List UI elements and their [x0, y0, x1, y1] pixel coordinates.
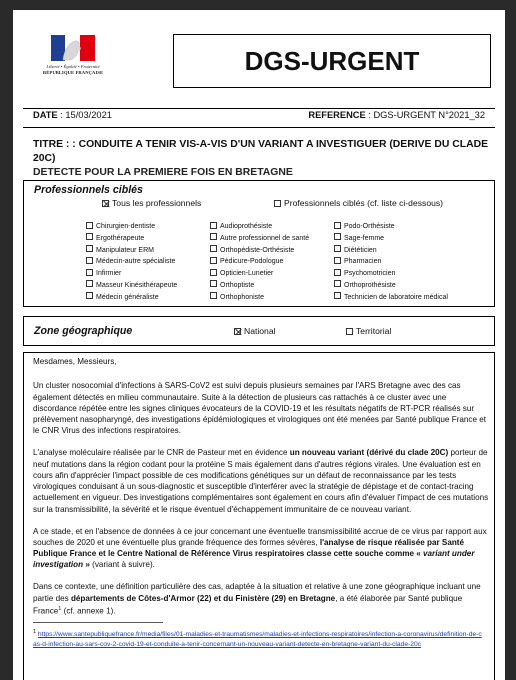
profession-item[interactable]	[86, 233, 177, 245]
checkbox-checked-icon[interactable]	[234, 328, 241, 335]
professions-column-3	[334, 221, 448, 304]
date	[33, 110, 112, 120]
checkbox-icon[interactable]	[334, 222, 341, 229]
reference	[308, 110, 485, 120]
profession-item[interactable]	[210, 268, 309, 280]
footnote-link[interactable]: https://www.santepubliquefrance.fr/media/files/01-maladies-et-traumatismes/maladies-et-infections-respiratoires/infection-a-coronavirus/definition-de-cas-d-infection-au-sars-cov-2-covid-19-et-conduite-a-tenir-concernant-un-nouveau-variant-detecte-en-bretagne-variant-du-clade-20c	[33, 631, 482, 649]
marianne-text	[23, 64, 123, 76]
text-run: L'analyse moléculaire réalisée par le CNR de Pasteur met en évidence	[33, 448, 290, 458]
profession-item[interactable]	[334, 280, 448, 292]
text-run: Dans ce contexte, une définition particulière des cas, adaptée à la situation et relative à une zone géographique incluant une partie des	[33, 582, 481, 603]
profession-label: Opticien-Lunetier	[220, 270, 274, 278]
professions-column-2	[210, 221, 309, 304]
profession-label: Orthophoniste	[220, 293, 264, 301]
checkbox-checked-icon[interactable]	[102, 200, 109, 207]
zone-national-option[interactable]	[234, 326, 276, 336]
reference-value: : DGS-URGENT N°2021_32	[368, 110, 485, 120]
italic-text: variant under investigation	[33, 549, 475, 570]
paragraph-2	[33, 447, 489, 515]
profession-label: Pédicure-Podologue	[220, 258, 284, 266]
header	[23, 30, 495, 92]
text-run: »	[83, 560, 90, 570]
divider	[23, 127, 495, 128]
date-value: : 15/03/2021	[60, 110, 112, 120]
profession-label: Audioprothésiste	[220, 223, 273, 230]
profession-item[interactable]	[334, 245, 448, 257]
zone-heading: Zone géographique	[34, 325, 133, 337]
professions-column-1	[86, 221, 177, 304]
profession-item[interactable]	[86, 256, 177, 268]
marianne-flag-icon	[51, 35, 95, 61]
profession-item[interactable]	[86, 280, 177, 292]
profession-label: Médecin généraliste	[96, 293, 159, 301]
date-label: DATE	[33, 110, 58, 120]
checkbox-icon[interactable]	[210, 269, 217, 276]
profession-label: Orthoprothésiste	[344, 281, 396, 289]
text-run: , a été élaborée par Santé publique France	[33, 593, 463, 616]
profession-item[interactable]	[210, 221, 309, 233]
checkbox-icon[interactable]	[334, 292, 341, 299]
profession-item[interactable]	[210, 280, 309, 292]
dgs-urgent-title: DGS-URGENT	[173, 34, 491, 88]
profession-item[interactable]	[334, 292, 448, 304]
text-run: (cf. annexe 1).	[61, 606, 116, 616]
meta-row	[23, 110, 495, 124]
checkbox-icon[interactable]	[86, 269, 93, 276]
checkbox-icon[interactable]	[86, 222, 93, 229]
listed-professionals-option[interactable]	[274, 198, 443, 208]
profession-item[interactable]	[210, 292, 309, 304]
checkbox-icon[interactable]	[274, 200, 281, 207]
profession-item[interactable]	[210, 233, 309, 245]
checkbox-icon[interactable]	[334, 280, 341, 287]
republic-label: RÉPUBLIQUE FRANÇAISE	[42, 70, 104, 75]
profession-label: Orthopédiste-Orthésiste	[220, 246, 295, 254]
profession-label: Autre professionnel de santé	[220, 234, 310, 242]
all-professionals-option[interactable]	[102, 198, 201, 208]
text-run: l'analyse de risque réalisée par Santé Publique France et le Centre National de Référence Virus respiratoires classe cette souche comme «	[33, 537, 465, 559]
paragraph-1: Un cluster nosocomial d'infections à SARS-CoV2 est suivi depuis plusieurs semaines par l'ARS Bretagne avec des cas également détectés en milieu communautaire. Suite à la détection de plusieurs cas rattachés à ce cluster avec une discordance répétée entre les signes cliniques évocateurs de la COVID-19 et les résultats négatifs de RT-PCR réalisés sur prélèvement nasopharyngé, des investigations épidémiologiques et virologiques ont été menées par Santé publique France et le CNR Virus des infections respiratoires.	[33, 381, 487, 436]
profession-label: Ergothérapeute	[96, 234, 145, 242]
text-run: (variant à suivre).	[89, 560, 155, 570]
checkbox-icon[interactable]	[346, 328, 353, 335]
checkbox-icon[interactable]	[210, 222, 217, 229]
document-page	[13, 10, 505, 680]
profession-item[interactable]	[210, 256, 309, 268]
profession-item[interactable]	[334, 233, 448, 245]
profession-label: Podo-Orthésiste	[344, 223, 395, 230]
all-professionals-label: Tous les professionnels	[112, 198, 202, 208]
zone-territorial-label: Territorial	[356, 326, 392, 336]
footnote-number: 1	[33, 629, 37, 635]
checkbox-icon[interactable]	[210, 280, 217, 287]
listed-professionals-label: Professionnels ciblés (cf. liste ci-dessous)	[284, 198, 444, 208]
paragraph-3	[33, 526, 489, 571]
reference-label: REFERENCE	[308, 110, 366, 120]
checkbox-icon[interactable]	[86, 233, 93, 240]
checkbox-icon[interactable]	[334, 233, 341, 240]
zone-territorial-option[interactable]	[346, 326, 391, 336]
checkbox-icon[interactable]	[86, 280, 93, 287]
checkbox-icon[interactable]	[210, 257, 217, 264]
profession-label: Sage-femme	[344, 234, 385, 242]
profession-item[interactable]	[86, 221, 177, 233]
profession-label: Technicien de laboratoire médical	[344, 293, 448, 301]
paragraph-4	[33, 581, 489, 617]
republic-logo	[23, 30, 123, 92]
profession-label: Psychomotricien	[344, 270, 396, 278]
profession-label: Pharmacien	[344, 258, 382, 266]
footnote-ref: 1	[58, 605, 62, 612]
profession-label: Manipulateur ERM	[96, 246, 154, 254]
checkbox-icon[interactable]	[210, 292, 217, 299]
checkbox-icon[interactable]	[210, 245, 217, 252]
zone-national-label: National	[244, 326, 276, 336]
profession-label: Orthoptiste	[220, 281, 255, 289]
profession-label: Masseur Kinésithérapeute	[96, 281, 178, 289]
text-run: porteur de neuf mutations dans la région codant pour la protéine S mais également dans d'autres régions virales. Une évaluation est en cours afin d'apprécier l'impact possible de ces modifications génétiques sur un défaut de reconnaissance par les tests virologiques conduisant à un sous-diagnostic et susceptible d'interférer avec la stratégie de dépistage et de contact-tracing actuellement en vigueur. Des investigations complémentaires sont également en cours afin d'évaluer l'impact de ces mutations sur la transmissibilité, la sévérité et le risque éventuel d'échappement immunitaire de ce nouveau variant.	[33, 448, 489, 514]
footnote-divider	[33, 622, 163, 623]
profession-label: Chirurgien-dentiste	[96, 223, 156, 230]
profession-label: Infirmier	[96, 270, 122, 278]
text-run: A ce stade, et en l'absence de données à ce jour concernant une éventuelle transmissibilité accrue de ce virus par rapport aux souches de 2020 et une éventuelle plus grande fréquence des formes sévères,	[33, 526, 487, 547]
checkbox-icon[interactable]	[334, 269, 341, 276]
profession-label: Diététicien	[344, 246, 377, 254]
professionals-heading: Professionnels ciblés	[34, 184, 143, 196]
footnote	[33, 627, 483, 650]
highlight-text: un nouveau variant (dérivé du clade 20C)	[289, 448, 449, 458]
zone-box	[23, 316, 495, 346]
document-title	[33, 138, 493, 180]
highlight-text: départements de Côtes-d'Armor (22) et du Finistère (29) en Bretagne	[70, 593, 336, 603]
profession-item[interactable]	[210, 245, 309, 257]
salutation: Mesdames, Messieurs,	[33, 357, 117, 366]
title-line-1: TITRE : : CONDUITE A TENIR VIS-A-VIS D'UN VARIANT A INVESTIGUER (DERIVE DU CLADE 20C)	[33, 139, 489, 164]
checkbox-icon[interactable]	[86, 245, 93, 252]
motto: Liberté • Égalité • Fraternité	[46, 64, 100, 69]
checkbox-icon[interactable]	[210, 233, 217, 240]
profession-item[interactable]	[86, 268, 177, 280]
message-body	[33, 356, 489, 627]
checkbox-icon[interactable]	[334, 257, 341, 264]
profession-item[interactable]	[334, 221, 448, 233]
title-line-2: DETECTE POUR LA PREMIERE FOIS EN BRETAGNE	[33, 167, 293, 178]
checkbox-icon[interactable]	[334, 245, 341, 252]
profession-label: Médecin-autre spécialiste	[96, 258, 176, 266]
checkbox-icon[interactable]	[86, 257, 93, 264]
profession-item[interactable]	[86, 245, 177, 257]
checkbox-icon[interactable]	[86, 292, 93, 299]
professionals-box	[23, 180, 495, 307]
divider	[23, 108, 495, 109]
profession-item[interactable]	[334, 256, 448, 268]
profession-item[interactable]	[86, 292, 177, 304]
profession-item[interactable]	[334, 268, 448, 280]
